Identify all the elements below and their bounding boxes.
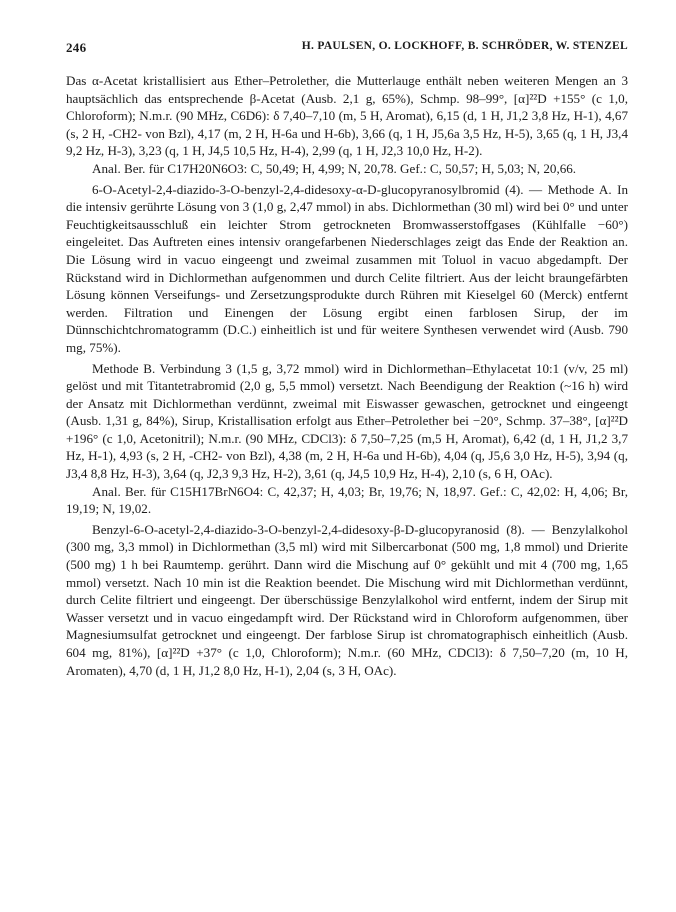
paragraph-compound-4-method-a: 6-O-Acetyl-2,4-diazido-3-O-benzyl-2,4-didesoxy-α-D-glucopyranosylbromid (4). — Methode A. In die intensiv gerührte Lösung von 3 (1,0 g, 2,47 mmol) in abs. Dichlormethan (30 ml) wird bei 0° und unter Feuchtigkeitsausschluß ein leichter Strom getrockneten Bromwasserstoffgases (Kühlfalle −60°) eingeleitet. Das Auftreten eines intensiv orangefarbenen Niederschlages zeigt das Ende der Reaktion an. Die Lösung wird in vacuo eingeengt und zweimal zusammen mit Toluol in vacuo abgedampft. Der Rückstand wird in Dichlormethan aufgenommen und durch Celite filtriert. Aus der leicht braungefärbten Lösung können Verseifungs- und Zersetzungsprodukte durch Rühren mit Kieselgel 60 (Merck) entfernt werden. Filtration und Einengen der Lösung ergibt einen farblosen Sirup, der im Dünnschichtchromatogramm (D.C.) einheitlich ist und für weitere Synthesen verwendet wird (Ausb. 790 mg, 75%). [66,181,628,355]
author-line: H. PAULSEN, O. LOCKHOFF, B. SCHRÖDER, W. STENZEL [301,40,628,52]
paragraph-compound-8: Benzyl-6-O-acetyl-2,4-diazido-3-O-benzyl-2,4-didesoxy-β-D-glucopyranosid (8). — Benzylalkohol (300 mg, 3,3 mmol) in Dichlormethan (3,5 ml) wird mit Silbercarbonat (500 mg, 1,8 mmol) und Drierite (500 mg) 1 h bei Raumtemp. gerührt. Dann wird die Mischung auf 0° gekühlt und mit 4 (700 mg, 1,65 mmol) versetzt. Nach 10 min ist die Reaktion beendet. Die Mischung wird mit Dichlormethan verdünnt, durch Celite filtriert und eingeengt. Der überschüssige Benzylalkohol wird entfernt, indem der Sirup mit Wasser versetzt und in vacuo eingedampft wird. Der Rückstand wird in Chloroform aufgenommen, über Magnesiumsulfat getrocknet und eingeengt. Der farblose Sirup ist chromatographisch einheitlich (Ausb. 604 mg, 81%), [α]²²D +37° (c 1,0, Chloroform); N.m.r. (60 MHz, CDCl3): δ 7,50–7,20 (m, 10 H, Aromaten), 4,70 (d, 1 H, J1,2 8,0 Hz, H-1), 2,04 (s, 3 H, OAc). [66,521,628,678]
paragraph-method-b: Methode B. Verbindung 3 (1,5 g, 3,72 mmol) wird in Dichlormethan–Ethylacetat 10:1 (v/v, 25 ml) gelöst und mit Titantetrabromid (2,0 g, 5,5 mmol) versetzt. Nach Beendigung der Reaktion (~16 h) wird der Ansatz mit Dichlormethan verdünnt, zweimal mit Eiswasser gewaschen, getrocknet und eingeengt (Ausb. 1,31 g, 84%), Sirup, Kristallisation erfolgt aus Ether–Petrolether bei −20°, Schmp. 37–38°, [α]²²D +196° (c 1,0, Acetonitril); N.m.r. (90 MHz, CDCl3): δ 7,50–7,25 (m,5 H, Aromat), 6,42 (d, 1 H, J1,2 3,7 Hz, H-1), 4,93 (s, 2 H, -CH2- von Bzl), 4,38 (m, 2 H, H-6a und H-6b), 4,04 (q, J5,6 3,0 Hz, H-5), 3,94 (q, J3,4 8,8 Hz, H-3), 3,64 (q, J2,3 9,3 Hz, H-2), 3,61 (q, J4,5 10,9 Hz, H-4), 2,10 (s, 6 H, OAc). [66,360,628,482]
article-body [66,72,628,679]
paragraph-analysis-3: Anal. Ber. für C17H20N6O3: C, 50,49; H, 4,99; N, 20,78. Gef.: C, 50,57; H, 5,03; N, 20,66. [92,160,577,176]
running-header [66,40,628,56]
page-number: 246 [66,40,87,55]
paragraph-alpha-acetate: Das α-Acetat kristallisiert aus Ether–Petrolether, die Mutterlauge enthält neben weiteren Mengen an 3 hauptsächlich das entsprechende β-Acetat (Ausb. 2,1 g, 65%), Schmp. 98–99°, [α]²²D +155° (c 1,0, Chloroform); N.m.r. (90 MHz, C6D6): δ 7,40–7,10 (m, 5 H, Aromat), 6,15 (d, 1 H, J1,2 3,8 Hz, H-1), 4,67 (s, 2 H, -CH2- von Bzl), 4,17 (m, 2 H, H-6a und H-6b), 3,66 (q, 1 H, J5,6a 3,5 Hz, H-5), 3,65 (q, 1 H, J3,4 9,2 Hz, H-3), 3,23 (q, 1 H, J4,5 10,5 Hz, H-4), 2,99 (q, 1 H, J2,3 10,0 Hz, H-2). [66,73,628,159]
paragraph-analysis-4: Anal. Ber. für C15H17BrN6O4: C, 42,37; H, 4,03; Br, 19,76; N, 18,97. Gef.: C, 42,02: H, 4,06; Br, 19,19; N, 19,02. [66,483,628,517]
